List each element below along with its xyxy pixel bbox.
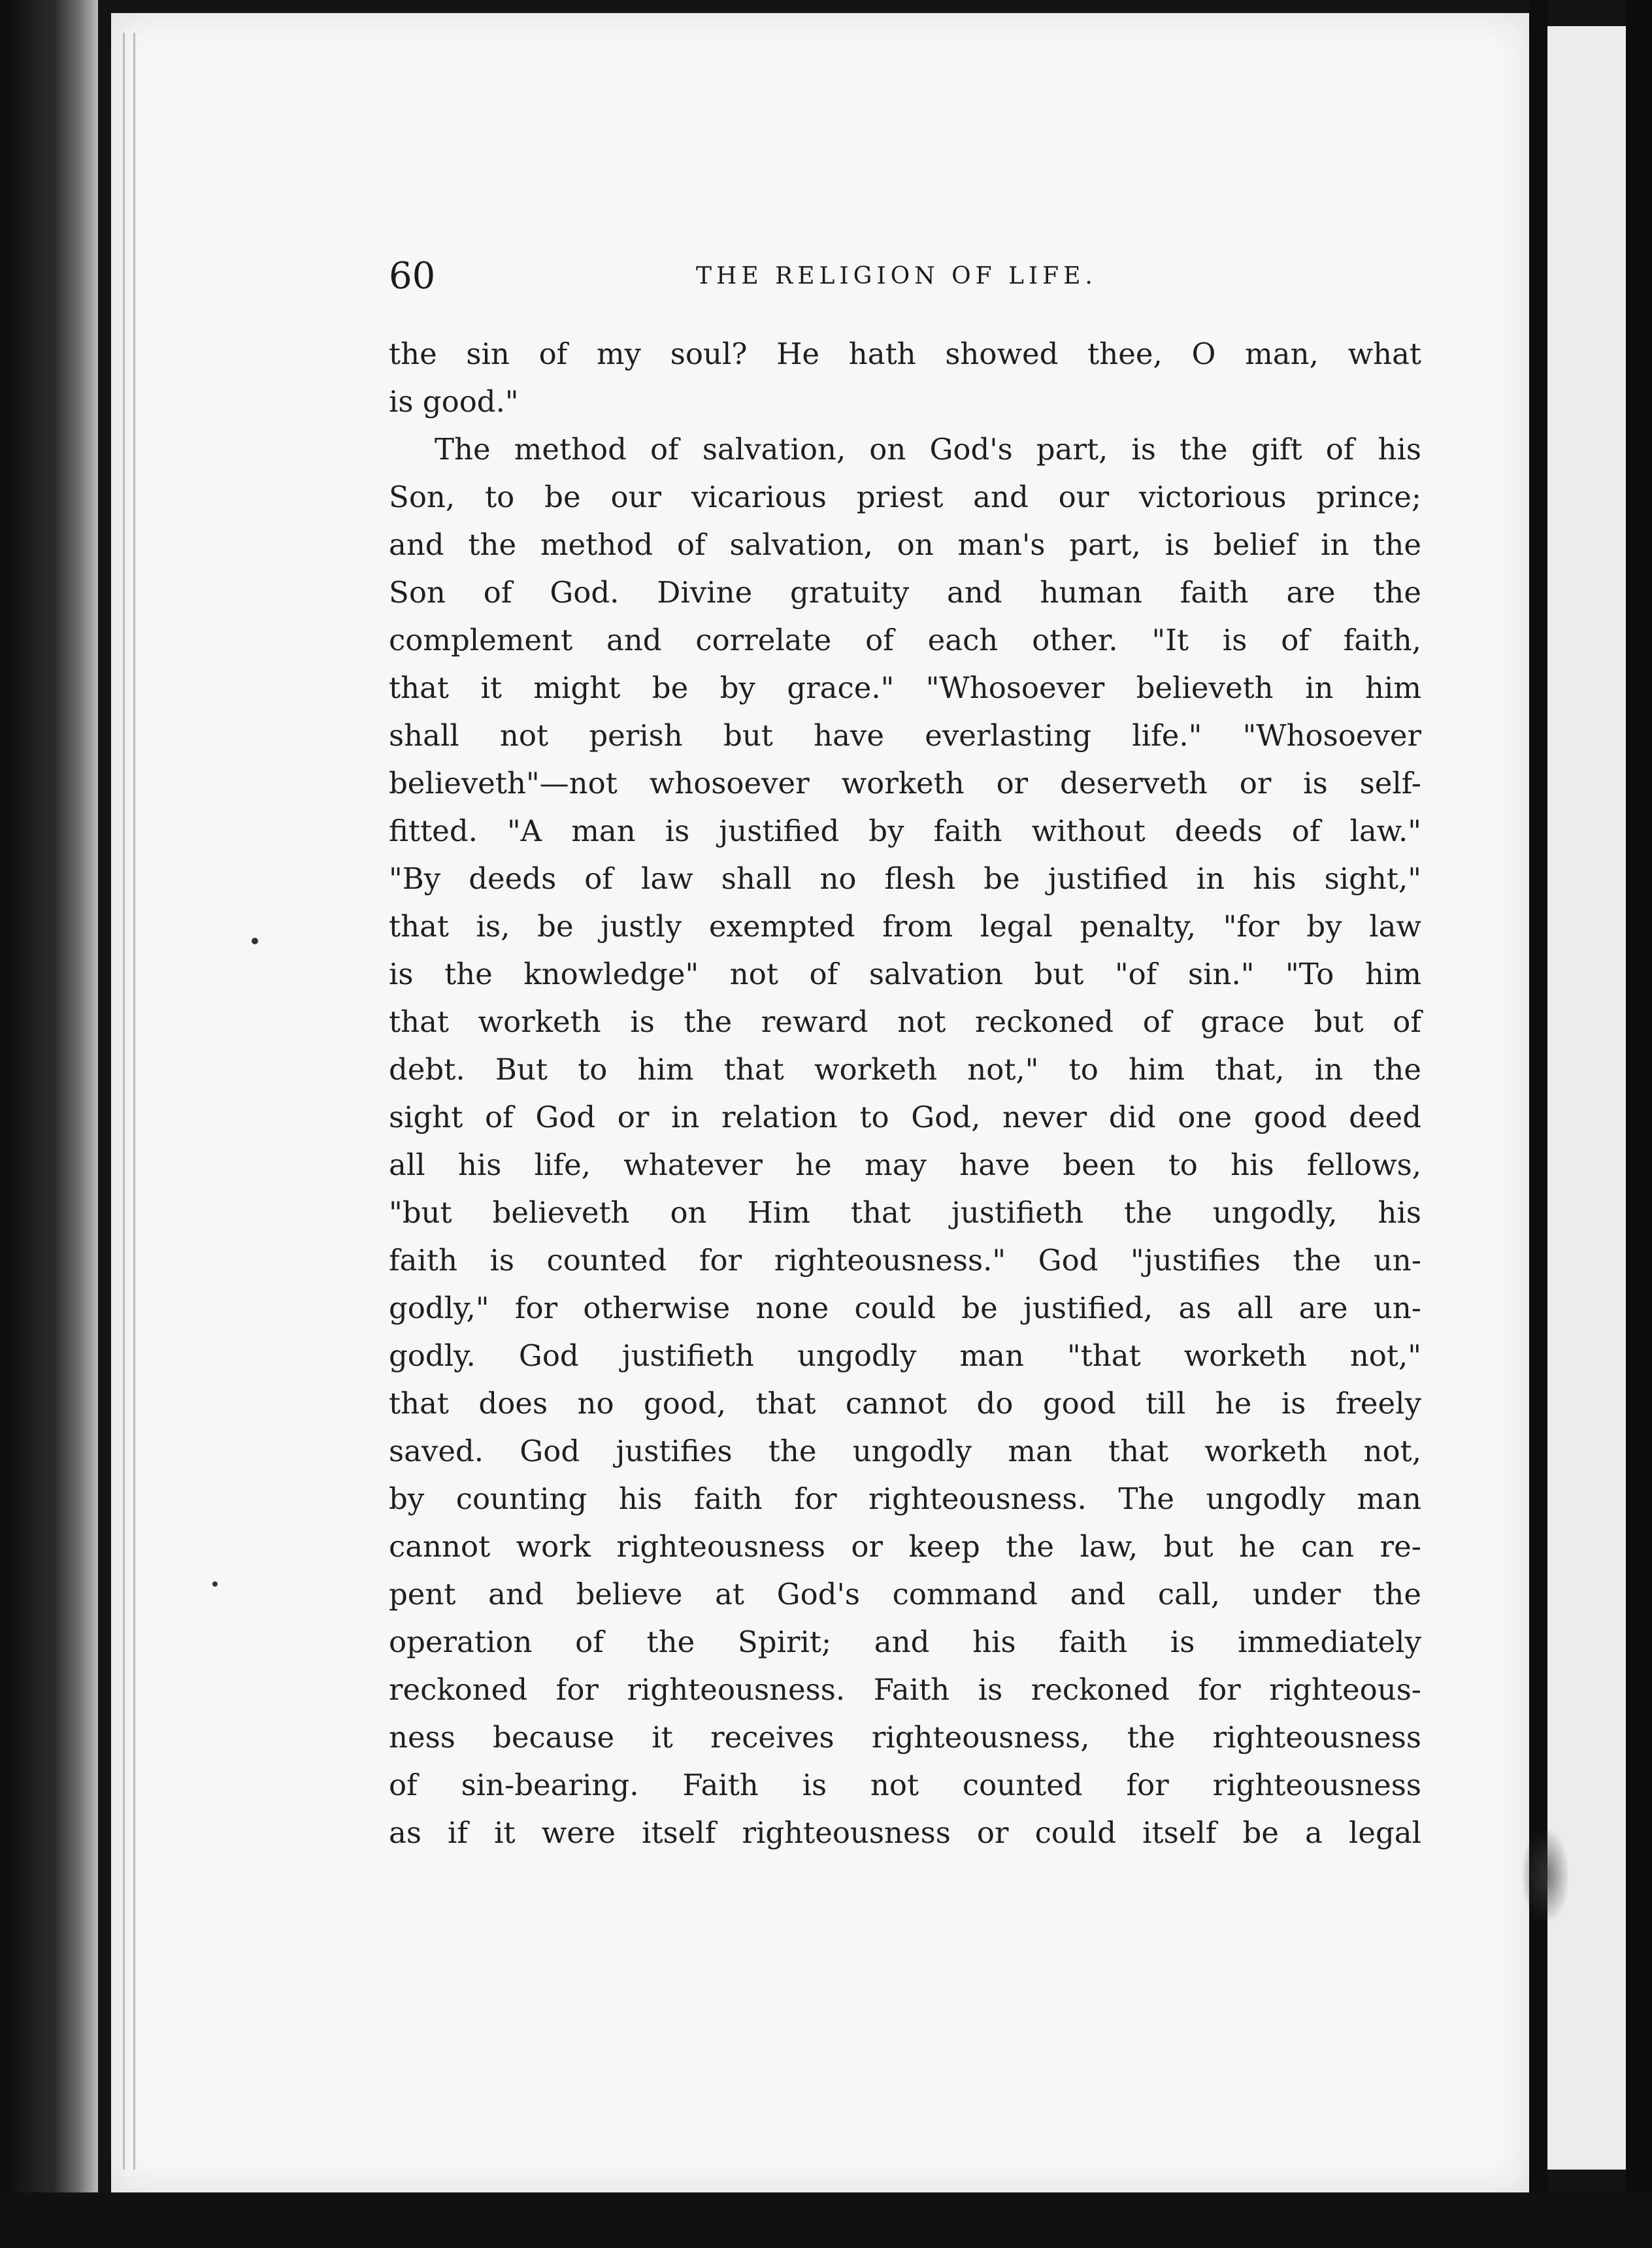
text-line: sight of God or in relation to God, never did one good deed <box>389 1100 1421 1134</box>
text-line: godly. God justifieth ungodly man "that worketh not," <box>389 1338 1421 1373</box>
text-line: godly," for otherwise none could be justified, as all are un- <box>389 1291 1421 1325</box>
text-line: Son of God. Divine gratuity and human faith are the <box>389 575 1421 610</box>
text-line: Son, to be our vicarious priest and our victorious prince; <box>389 480 1421 514</box>
scan-right-border <box>1626 0 1652 2248</box>
text-line: is the knowledge" not of salvation but "of sin." "To him <box>389 957 1421 991</box>
text-line: that is, be justly exempted from legal penalty, "for by law <box>389 909 1421 944</box>
text-line: that worketh is the reward not reckoned of grace but of <box>389 1004 1421 1039</box>
book-left-edge <box>0 0 98 2248</box>
scan-bottom-border <box>0 2192 1652 2248</box>
text-line: cannot work righteousness or keep the law, but he can re- <box>389 1529 1421 1564</box>
body-text <box>389 330 1421 1857</box>
page-header <box>389 255 1421 314</box>
page-smudge <box>1523 1830 1568 1921</box>
page-edge-line <box>133 33 135 2170</box>
page-number: 60 <box>389 255 436 297</box>
text-line: and the method of salvation, on man's part, is belief in the <box>389 527 1421 562</box>
text-line: all his life, whatever he may have been to his fellows, <box>389 1148 1421 1182</box>
text-line: as if it were itself righteousness or could itself be a legal <box>389 1815 1421 1850</box>
text-line: operation of the Spirit; and his faith is immediately <box>389 1625 1421 1659</box>
text-line: The method of salvation, on God's part, is the gift of his <box>435 432 1421 467</box>
text-line: believeth"—not whosoever worketh or deserveth or is self- <box>389 766 1421 801</box>
text-line: ness because it receives righteousness, the righteousness <box>389 1720 1421 1755</box>
text-line: complement and correlate of each other. "It is of faith, <box>389 623 1421 657</box>
text-line: by counting his faith for righteousness. The ungodly man <box>389 1481 1421 1516</box>
text-line: "but believeth on Him that justifieth the ungodly, his <box>389 1195 1421 1230</box>
ink-speck <box>252 938 258 944</box>
text-line: that does no good, that cannot do good till he is freely <box>389 1386 1421 1421</box>
text-line: that it might be by grace." "Whosoever believeth in him <box>389 670 1421 705</box>
text-line: reckoned for righteousness. Faith is reckoned for righteous- <box>389 1672 1421 1707</box>
text-line: fitted. "A man is justified by faith without deeds of law." <box>389 814 1421 848</box>
text-line: saved. God justifies the ungodly man that worketh not, <box>389 1434 1421 1468</box>
text-line: "By deeds of law shall no flesh be justified in his sight," <box>389 861 1421 896</box>
text-line: pent and believe at God's command and call, under the <box>389 1577 1421 1612</box>
text-line: of sin-bearing. Faith is not counted for righteousness <box>389 1768 1421 1802</box>
page-edge-line <box>123 33 125 2170</box>
text-line: debt. But to him that worketh not," to him that, in the <box>389 1052 1421 1087</box>
text-line: faith is counted for righteousness." God "justifies the un- <box>389 1243 1421 1278</box>
text-line: shall not perish but have everlasting life." "Whosoever <box>389 718 1421 753</box>
ink-speck <box>212 1581 218 1587</box>
text-line: the sin of my soul? He hath showed thee, O man, what <box>389 337 1421 371</box>
running-head: THE RELIGION OF LIFE. <box>696 263 1097 289</box>
text-line: is good." <box>389 384 519 419</box>
